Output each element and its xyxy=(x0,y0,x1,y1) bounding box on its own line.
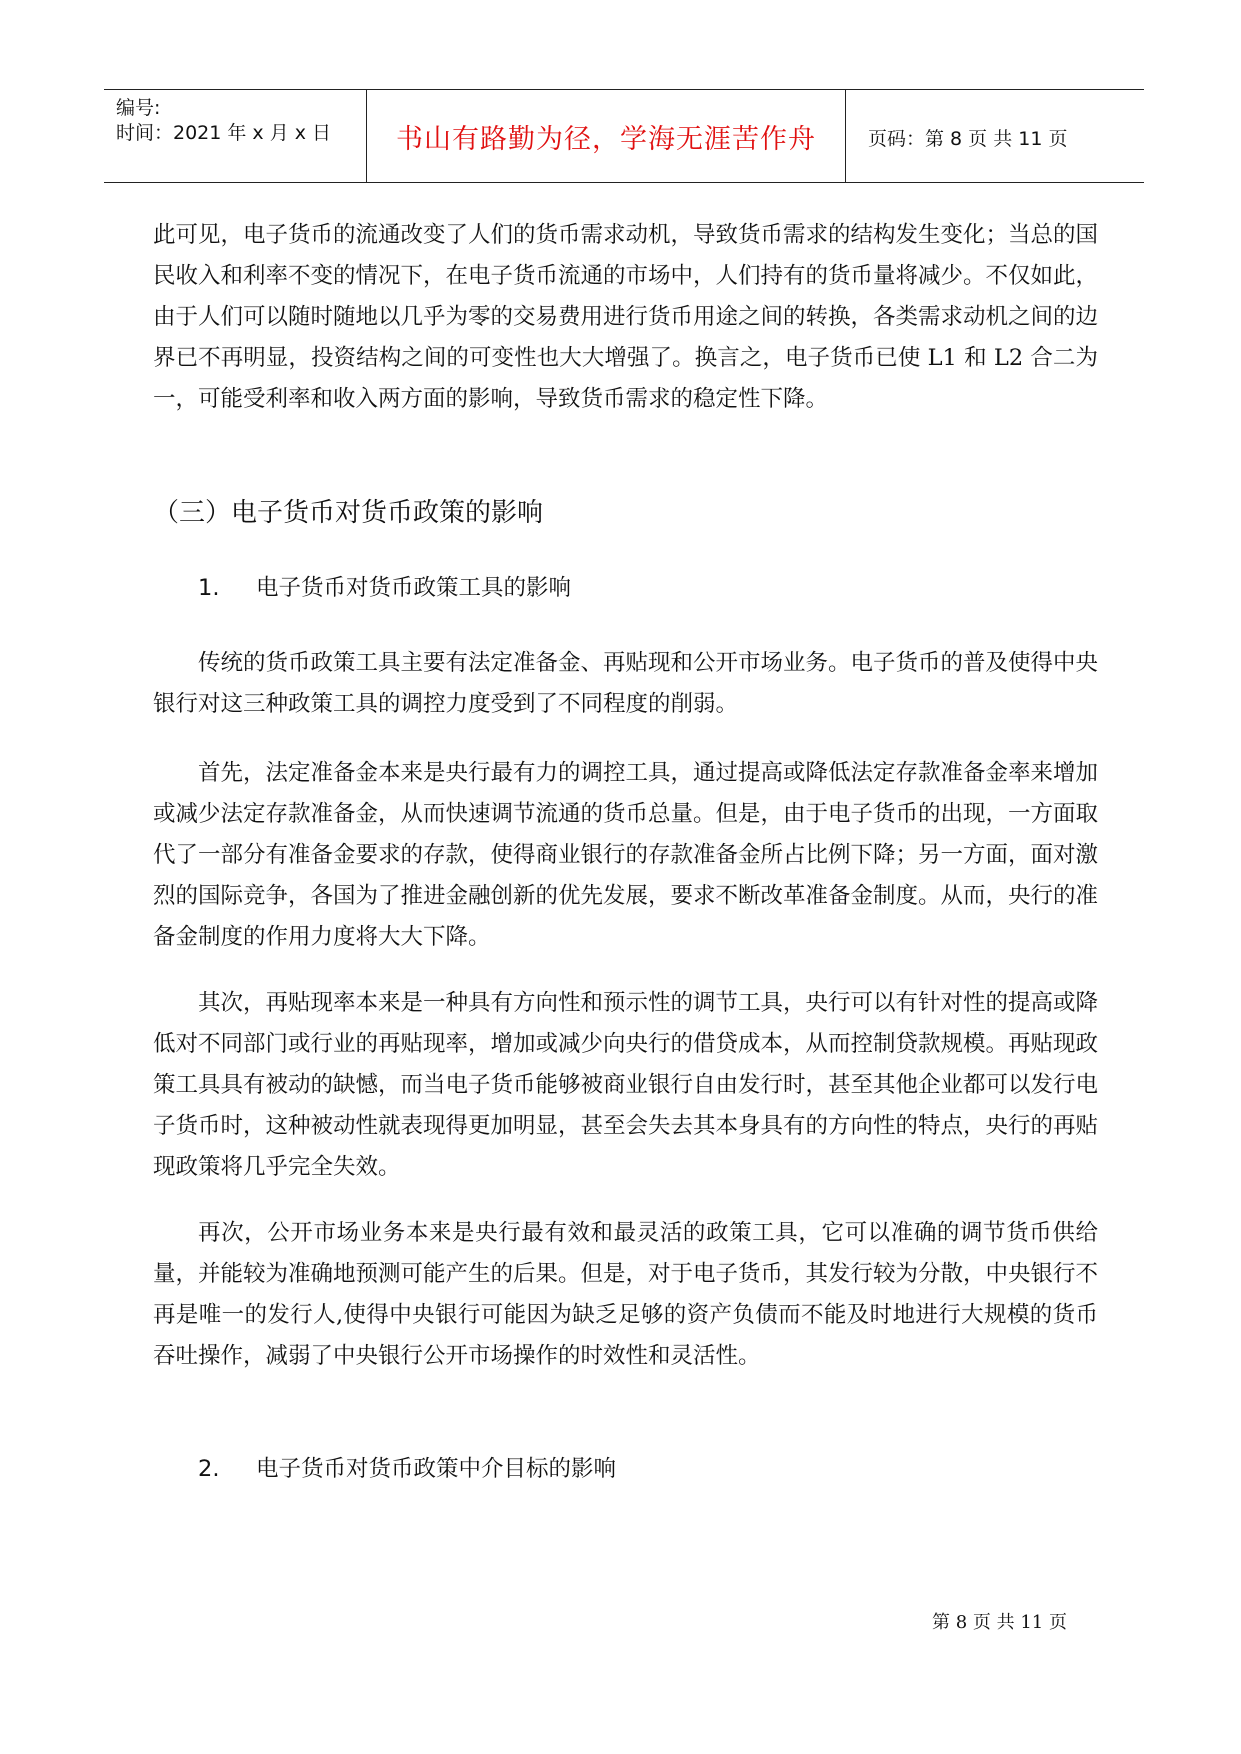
header-page-cell xyxy=(846,90,1144,182)
page-footer: 第 8 页 共 11 页 xyxy=(932,1612,1067,1633)
serial-label: 编号: xyxy=(116,97,161,119)
tools-paragraph xyxy=(153,643,1098,725)
subsection-number: 1. xyxy=(198,575,220,601)
subsection-title: 电子货币对货币政策工具的影响 xyxy=(256,575,572,601)
open-market-paragraph xyxy=(153,1213,1098,1377)
time-label: 时间：2021 年 x 月 x 日 xyxy=(116,122,332,144)
header-meta-cell xyxy=(104,90,367,182)
subsection-number: 2. xyxy=(198,1456,220,1482)
paragraph-text: 其次，再贴现率本来是一种具有方向性和预示性的调节工具，央行可以有针对性的提高或降低对不同部门或行业的再贴现率，增加或减少向央行的借贷成本，从而控制贷款规模。再贴现政策工具具有被动的缺憾，而当电子货币能够被商业银行自由发行时，甚至其他企业都可以发行电子货币时，这种被动性就表现得更加明显，甚至会失去其本身具有的方向性的特点，央行的再贴现政策将几乎完全失效。 xyxy=(153,990,1099,1180)
page-header xyxy=(104,89,1144,183)
subsection-title: 电子货币对货币政策中介目标的影响 xyxy=(256,1456,617,1482)
subsection-heading-2 xyxy=(198,1451,616,1483)
section-heading: （三）电子货币对货币政策的影响 xyxy=(153,498,544,528)
paragraph-text: 此可见，电子货币的流通改变了人们的货币需求动机，导致货币需求的结构发生变化；当总的国民收入和利率不变的情况下，在电子货币流通的市场中，人们持有的货币量将减少。不仅如此，由于人们可以随时随地以几乎为零的交易费用进行货币用途之间的转换，各类需求动机之间的边界已不再明显，投资结构之间的可变性也大大增强了。换言之，电子货币已使 L1 和 L2 合二为一，可能受利率和收入两方面的影响，导致货币需求的稳定性下降。 xyxy=(153,222,1099,412)
header-page-info: 页码：第 8 页 共 11 页 xyxy=(868,128,1068,150)
paragraph-text: 首先，法定准备金本来是央行最有力的调控工具，通过提高或降低法定存款准备金率来增加或减少法定存款准备金，从而快速调节流通的货币总量。但是，由于电子货币的出现，一方面取代了一部分有准备金要求的存款，使得商业银行的存款准备金所占比例下降；另一方面，面对激烈的国际竞争，各国为了推进金融创新的优先发展，要求不断改革准备金制度。从而，央行的准备金制度的作用力度将大大下降。 xyxy=(153,760,1099,950)
discount-paragraph xyxy=(153,983,1098,1188)
motto: 书山有路勤为径，学海无涯苦作舟 xyxy=(396,124,816,155)
paragraph-text: 传统的货币政策工具主要有法定准备金、再贴现和公开市场业务。电子货币的普及使得中央银行对这三种政策工具的调控力度受到了不同程度的削弱。 xyxy=(153,650,1099,717)
subsection-heading-1 xyxy=(198,570,571,602)
reserve-paragraph xyxy=(153,753,1098,958)
intro-paragraph xyxy=(153,215,1098,420)
header-motto-cell xyxy=(367,90,846,182)
paragraph-text: 再次，公开市场业务本来是央行最有效和最灵活的政策工具，它可以准确的调节货币供给量，并能较为准确地预测可能产生的后果。但是，对于电子货币，其发行较为分散，中央银行不再是唯一的发行人,使得中央银行可能因为缺乏足够的资产负债而不能及时地进行大规模的货币吞吐操作，减弱了中央银行公开市场操作的时效性和灵活性。 xyxy=(153,1220,1099,1369)
